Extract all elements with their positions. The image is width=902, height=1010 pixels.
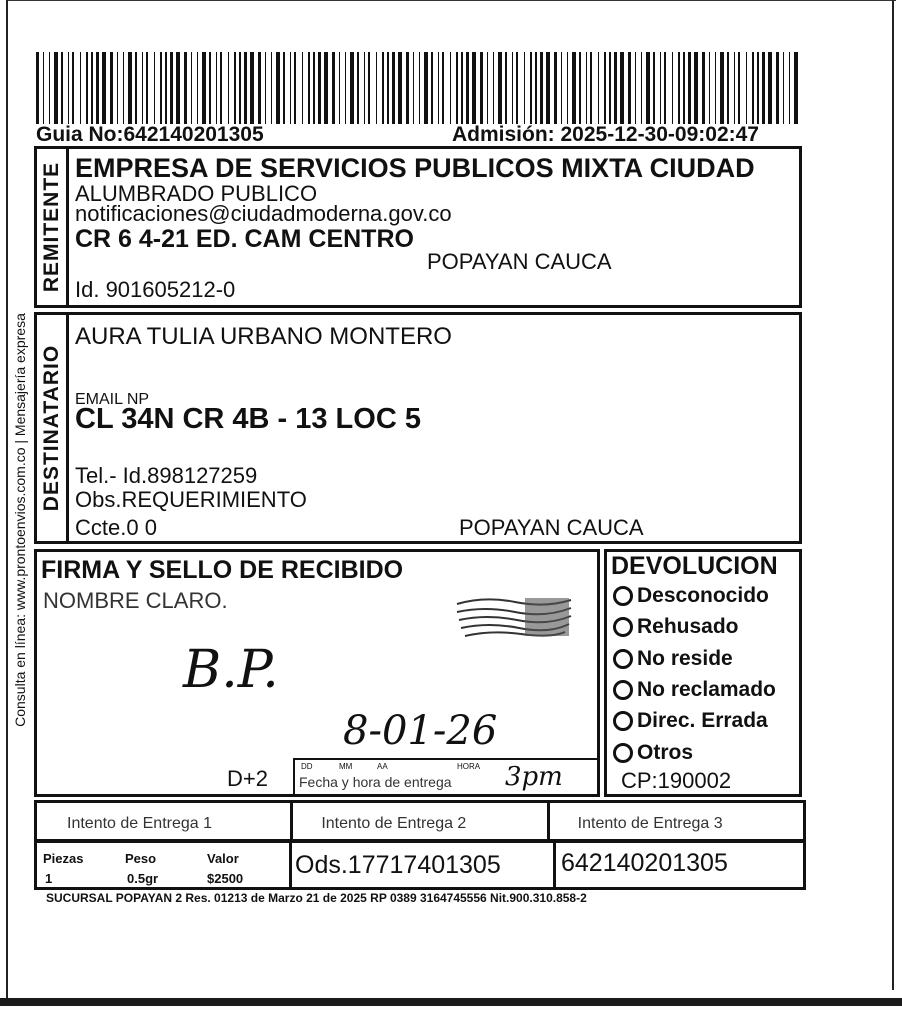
barcode-bar [239,52,241,124]
recipient-city: POPAYAN CAUCA [459,515,644,540]
side-consult-label: Consulta en línea: www.prontoenvios.com.co | Mensajería expresa [12,313,28,727]
barcode-bar [450,52,451,124]
recipient-email: EMAIL NP [75,391,150,408]
barcode-bar [598,52,599,124]
guia-number-bottom: 642140201305 [561,849,728,877]
barcode-bar [466,52,469,124]
barcode-bar [376,52,377,124]
barcode-bar [350,52,354,124]
barcode-bar [228,52,229,124]
barcode-bar [209,52,211,124]
barcode-bar [146,52,148,124]
intento-1-cell [37,803,293,839]
barcode-bar [738,52,740,124]
aa-label: AA [377,762,388,771]
barcode-bar [80,52,81,124]
barcode-bar [244,52,247,124]
barcode-bar [165,52,167,124]
barcode-bar [357,52,359,124]
intento-3-label: Intento de Entrega 3 [577,815,723,832]
devolucion-title: DEVOLUCION [611,552,778,580]
barcode-bar [318,52,321,124]
barcode-bar [234,52,236,124]
barcode-bar [406,52,409,124]
peso-label: Peso [125,851,157,866]
intento-1-label: Intento de Entrega 1 [67,815,212,832]
barcode-bar [561,52,562,124]
firma-section [34,549,600,797]
barcode-bar [493,52,494,124]
postal-code: CP:190002 [621,768,732,793]
barcode-bar [184,52,187,124]
barcode-bar [715,52,716,124]
barcode-bar [290,52,291,124]
barcode-bar [271,52,272,124]
barcode-bar [123,52,124,124]
barcode-bar [572,52,576,124]
barcode-bar [294,52,296,124]
option-no-reside[interactable] [613,647,733,671]
valor-label: Valor [207,851,239,866]
barcode-bar [302,52,303,124]
barcode-bar [324,52,328,124]
radio-icon [613,649,633,669]
barcode-bar [512,52,513,124]
barcode-bar [709,52,710,124]
option-no-reclamado[interactable] [613,678,776,702]
handwritten-date: 8-01-26 [343,708,498,754]
hora-label: HORA [457,762,481,771]
option-label: Rehusado [637,615,739,638]
guia-num-cell [553,843,803,887]
barcode-bar [283,52,285,124]
barcode-bar [776,52,779,124]
barcode-bar [694,52,698,124]
barcode-bar [364,52,365,124]
barcode-bar [604,52,606,124]
radio-icon [613,586,633,606]
fecha-box [293,758,599,796]
barcode-bar [102,52,106,124]
barcode-bar [197,52,198,124]
destinatario-section [34,312,802,544]
admission-date: Admisión: 2025-12-30-09:02:47 [452,123,759,146]
barcode-bar [461,52,463,124]
barcode-bar [424,52,428,124]
barcode-bar [117,52,118,124]
remitente-label: REMITENTE [39,161,63,293]
sender-id: Id. 901605212-0 [75,277,236,302]
barcode-bar [579,52,581,124]
barcode-bar [472,52,476,124]
barcode-bar [794,52,798,124]
intentos-row [34,800,806,842]
barcode-bar [258,52,261,124]
barcode-bar [220,52,222,124]
sender-city: POPAYAN CAUCA [427,249,612,274]
page-edge-bottom [0,998,902,1006]
barcode-bar [170,52,173,124]
barcode-bar [505,52,507,124]
barcode-bar [431,52,433,124]
barcode-bar [250,52,254,124]
barcode-bar [442,52,444,124]
sender-email: notificaciones@ciudadmoderna.gov.co [75,201,452,226]
barcode-bar [308,52,310,124]
barcode-bar [546,52,550,124]
devolucion-section [604,549,802,797]
intento-2-cell [293,803,549,839]
barcode-bar [688,52,691,124]
option-rehusado[interactable] [613,615,739,639]
barcode-bar [516,52,518,124]
barcode-bar [646,52,650,124]
recipient-name: AURA TULIA URBANO MONTERO [75,323,452,350]
barcode-bar [789,52,790,124]
barcode-bar [276,52,280,124]
barcode-bar [216,52,217,124]
barcode-bar [61,52,63,124]
option-direc-errada[interactable] [613,709,768,733]
option-label: Otros [637,741,694,764]
detalles-cell [37,843,292,887]
barcode-bar [202,52,206,124]
barcode-bar [368,52,370,124]
barcode-bar [590,52,592,124]
mm-label: MM [339,762,353,771]
fecha-label: Fecha y hora de entrega [299,774,452,790]
barcode-bar [54,52,58,124]
barcode-bar [438,52,439,124]
dd-label: DD [301,762,313,771]
barcode-bar [734,52,735,124]
barcode-bar [154,52,155,124]
barcode-bar [653,52,655,124]
footer-branch: SUCURSAL POPAYAN 2 Res. 01213 de Marzo 21 de 2025 RP 0389 3164745556 Nit.900.310.858-2 [46,891,587,905]
handwritten-initials: B.P. [183,640,279,700]
barcode-bar [540,52,543,124]
barcode-bar [762,52,765,124]
barcode-bar [635,52,636,124]
side-consult-text [4,140,36,900]
barcode-bar [530,52,532,124]
barcode-bar [332,52,335,124]
barcode-bar [191,52,192,124]
option-label: Direc. Errada [637,709,768,732]
barcode-bar [49,52,50,124]
radio-icon [613,680,633,700]
peso-value: 0.5gr [127,871,159,886]
barcode [36,52,800,124]
intento-2-label: Intento de Entrega 2 [321,815,467,832]
barcode-bar [382,52,384,124]
barcode-bar [339,52,340,124]
barcode-bar [456,52,458,124]
barcode-bar [620,52,624,124]
ods-number: Ods.17717401305 [295,851,501,879]
barcode-bar [480,52,483,124]
destinatario-label: DESTINATARIO [39,344,63,512]
remitente-section [34,146,802,308]
barcode-bar [392,52,395,124]
barcode-bar [554,52,557,124]
piezas-label: Piezas [43,851,84,866]
barcode-bar [768,52,772,124]
barcode-bar [702,52,705,124]
barcode-bar [128,52,132,124]
valor-value: $2500 [207,871,244,886]
sender-address: CR 6 4-21 ED. CAM CENTRO [75,225,414,253]
sender-area: ALUMBRADO PUBLICO [75,181,318,206]
barcode-bar [91,52,93,124]
stamp-scribble [455,594,573,640]
recipient-obs: Obs.REQUERIMIENTO [75,487,307,512]
barcode-bar [567,52,568,124]
barcode-bar [524,52,525,124]
barcode-bar [160,52,162,124]
barcode-bar [398,52,402,124]
handwritten-time: 3pm [505,762,563,792]
barcode-bar [110,52,113,124]
barcode-bar [135,52,137,124]
guia-number: Guia No:642140201305 [36,123,264,146]
recipient-address: CL 34N CR 4B - 13 LOC 5 [75,403,421,435]
barcode-bar [413,52,414,124]
nombre-claro-label: NOMBRE CLARO. [43,588,228,613]
page-edge-right [892,0,894,990]
intento-3-cell [550,803,803,839]
barcode-bar [664,52,666,124]
option-label: No reclamado [637,678,776,701]
barcode-bar [783,52,784,124]
remitente-side [37,149,69,305]
barcode-bar [142,52,143,124]
detalles-row [34,840,806,890]
barcode-bar [683,52,685,124]
barcode-bar [387,52,389,124]
sender-company: EMPRESA DE SERVICIOS PUBLICOS MIXTA CIUDAD [75,153,755,183]
barcode-bar [265,52,266,124]
barcode-bar [487,52,488,124]
barcode-bar [757,52,759,124]
recipient-ccte: Ccte.0 0 [75,515,157,540]
option-label: Desconocido [637,584,769,607]
barcode-bar [176,52,180,124]
destinatario-side [37,315,69,541]
radio-icon [613,711,633,731]
radio-icon [613,617,633,637]
barcode-bar [96,52,99,124]
barcode-bar [313,52,315,124]
barcode-bar [72,52,74,124]
ods-cell [289,843,556,887]
page-edge-top [8,0,896,1]
option-label: No reside [637,647,733,670]
barcode-bar [752,52,754,124]
barcode-bar [614,52,617,124]
barcode-bar [720,52,724,124]
barcode-bar [345,52,346,124]
barcode-bar [727,52,729,124]
recipient-tel: Tel.- Id.898127259 [75,463,258,488]
d-plus-2: D+2 [227,766,268,791]
barcode-bar [628,52,631,124]
barcode-bar [746,52,747,124]
option-desconocido[interactable] [613,584,769,608]
barcode-bar [678,52,680,124]
barcode-bar [419,52,420,124]
option-otros[interactable] [613,741,693,765]
barcode-bar [43,52,44,124]
radio-icon [613,743,633,763]
barcode-bar [68,52,69,124]
piezas-value: 1 [45,871,53,886]
barcode-bar [498,52,502,124]
barcode-bar [660,52,661,124]
barcode-bar [609,52,611,124]
firma-title: FIRMA Y SELLO DE RECIBIDO [41,556,404,584]
barcode-bar [641,52,642,124]
barcode-bar [586,52,587,124]
barcode-bar [36,52,39,124]
barcode-bar [535,52,537,124]
barcode-bar [672,52,673,124]
barcode-bar [86,52,88,124]
